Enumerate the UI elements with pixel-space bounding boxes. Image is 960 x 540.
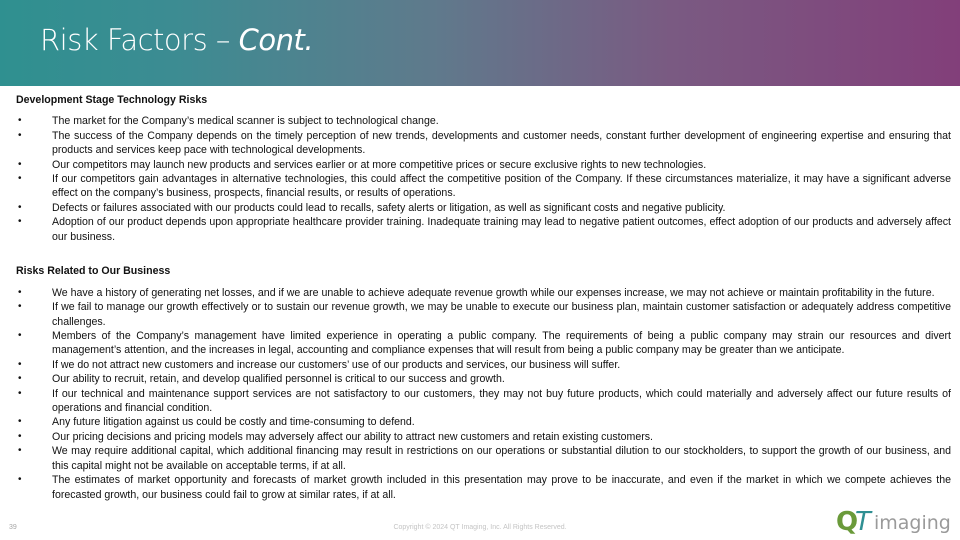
list-item-text: Members of the Company’s management have limited experience in operating a public company. The requirements of being a public company may strain our resources and divert management’s attention, and the increases in legal, accounting and compliance expenses that will result from being a public company may be greater than we anticipate.	[52, 330, 951, 357]
list-item	[16, 215, 951, 244]
bullet-icon: •	[18, 115, 22, 127]
bullet-icon: •	[18, 129, 22, 141]
list-item-text: If our competitors gain advantages in alternative technologies, this could affect the competitive position of the Company. If these circumstances materialize, it may have a significant adverse effect on the company’s business, prospects, financial results, or results of operations.	[52, 173, 951, 200]
list-item	[16, 114, 951, 128]
list-item-text: The success of the Company depends on the timely perception of new trends, developments and customer needs, constant further development of engineering expertise and ensuring that products and services keep pace with technological developments.	[52, 129, 951, 157]
bullet-icon: •	[18, 358, 22, 370]
bullet-icon: •	[18, 173, 22, 185]
bullet-icon: •	[18, 301, 22, 313]
list-item-text: Our competitors may launch new products and services earlier or at more competitive prices or secure exclusive rights to new technologies.	[52, 158, 707, 171]
list-item-text: The market for the Company’s medical scanner is subject to technological change.	[52, 115, 439, 128]
list-item	[16, 158, 951, 172]
list-item-text: Defects or failures associated with our products could lead to recalls, safety alerts or litigation, as well as significant costs and negative publicity.	[52, 201, 726, 214]
qt-imaging-logo	[836, 505, 956, 535]
logo-wordmark: imaging	[874, 512, 951, 534]
bullet-icon: •	[18, 416, 22, 428]
section-heading-development-stage: Development Stage Technology Risks	[16, 94, 208, 106]
slide-title-italic: Cont.	[238, 23, 314, 57]
bullet-icon: •	[18, 474, 22, 486]
list-item-text: The estimates of market opportunity and forecasts of market growth included in this presentation may prove to be inaccurate, and even if the market in which we compete achieves the forecasted growth, our business could fail to grow at similar rates, if at all.	[52, 474, 951, 501]
list-item-text: Any future litigation against us could be costly and time-consuming to defend.	[52, 416, 415, 429]
list-item	[16, 286, 951, 300]
bullet-icon: •	[18, 387, 22, 399]
bullet-icon: •	[18, 201, 22, 213]
risk-list-development-stage	[16, 114, 951, 244]
logo-t: T	[855, 507, 871, 535]
list-item	[16, 430, 951, 444]
copyright-notice: Copyright © 2024 QT Imaging, Inc. All Rights Reserved.	[393, 524, 567, 531]
bullet-icon: •	[18, 216, 22, 228]
list-item-text: If we do not attract new customers and increase our customers’ use of our products and services, our business will suffer.	[52, 358, 621, 371]
section-heading-business-risks: Risks Related to Our Business	[16, 265, 171, 278]
list-item	[16, 358, 951, 372]
bullet-icon: •	[18, 330, 22, 342]
bullet-icon: •	[18, 286, 22, 298]
list-item-text: If we fail to manage our growth effectively or to sustain our revenue growth, we may be unable to execute our business plan, maintain customer satisfaction or adequately address competitive challenges.	[52, 301, 951, 328]
list-item	[16, 129, 951, 158]
list-item	[16, 329, 951, 358]
logo-q: Q	[836, 507, 859, 535]
list-item-text: Our pricing decisions and pricing models may adversely affect our ability to attract new customers and retain existing customers.	[52, 430, 653, 443]
list-item-text: We may require additional capital, which additional financing may result in restrictions on our operations or substantial dilution to our stockholders, to support the growth of our business, and this capital might not be available on acceptable terms, if at all.	[52, 445, 951, 472]
list-item	[16, 415, 951, 429]
bullet-icon: •	[18, 445, 22, 457]
list-item-text: Adoption of our product depends upon appropriate healthcare provider training. Inadequate training may lead to negative patient outcomes, effect adoption of our products and adversely affect our business.	[52, 216, 951, 243]
qt-imaging-logo-icon	[836, 505, 956, 535]
list-item	[16, 473, 951, 502]
page-number: 39	[9, 524, 17, 531]
bullet-icon: •	[18, 430, 22, 442]
slide-title	[40, 22, 313, 58]
risk-list-business	[16, 286, 951, 502]
list-item	[16, 300, 951, 329]
list-item	[16, 372, 951, 386]
list-item-text: Our ability to recruit, retain, and develop qualified personnel is critical to our success and growth.	[52, 373, 505, 386]
bullet-icon: •	[18, 373, 22, 385]
list-item-text: We have a history of generating net losses, and if we are unable to achieve adequate revenue growth while our expenses increase, we may not achieve or maintain profitability in the future.	[52, 286, 935, 299]
header-band	[0, 0, 960, 86]
list-item-text: If our technical and maintenance support services are not satisfactory to our customers, they may not buy future products, which could materially and adversely affect our future results of operations and financial condition.	[52, 387, 951, 415]
list-item	[16, 172, 951, 201]
slide-title-main: Risk Factors –	[40, 23, 239, 57]
list-item	[16, 444, 951, 473]
bullet-icon: •	[18, 158, 22, 170]
slide-content	[16, 93, 951, 502]
list-item	[16, 387, 951, 416]
section-spacer	[16, 244, 951, 258]
list-item	[16, 201, 951, 215]
